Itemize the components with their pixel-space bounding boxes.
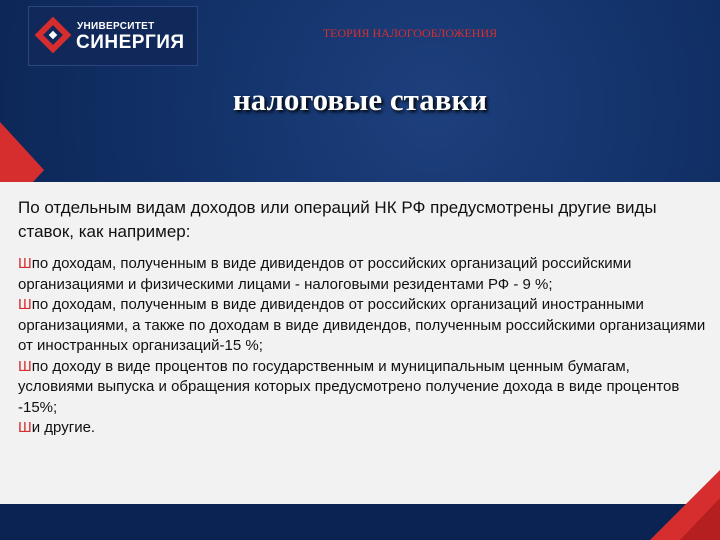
bullet-icon: Ш: [18, 357, 32, 375]
course-caption: ТЕОРИЯ НАЛОГООБЛОЖЕНИЯ: [322, 26, 498, 40]
logo-name: СИНЕРГИЯ: [76, 32, 185, 53]
list-item: [18, 418, 708, 439]
list-item: [18, 357, 708, 419]
list-item-text: и другие.: [31, 419, 96, 436]
red-corner-decor-icon: [640, 470, 720, 540]
university-logo: [28, 6, 198, 66]
bullet-icon: Ш: [18, 255, 32, 272]
slide-title: налоговые ставки: [232, 82, 488, 117]
list-item-text: по доходам, полученным в виде дивидендов от российских организаций российскими организациями и физическими лицами - налоговыми резидентами РФ - 9 %;: [18, 255, 632, 293]
intro-text: По отдельным видам доходов или операций НК РФ предусмотрены другие виды ставок, как например:: [18, 198, 657, 241]
footer-band: [0, 504, 720, 540]
list-item-text: по доходу в виде процентов по государственным и муниципальным ценным бумагам, условиями выпуска и обращения которых предусмотрено получение дохода в виде процентов -15%;: [18, 357, 680, 416]
bullet-icon: Ш: [18, 419, 32, 436]
synergy-logo-icon: [35, 17, 71, 53]
list-item: [18, 254, 708, 295]
list-item: [18, 295, 708, 357]
content-panel: [0, 182, 720, 504]
logo-subtitle: УНИВЕРСИТЕТ: [77, 21, 155, 32]
bullet-icon: Ш: [18, 296, 32, 313]
rate-list: [18, 254, 708, 439]
list-item-text: по доходам, полученным в виде дивидендов от российских организаций иностранными организациями, а также по доходам в виде дивидендов, полученным российскими организациями от иностранных организаций-15 %;: [18, 296, 706, 354]
